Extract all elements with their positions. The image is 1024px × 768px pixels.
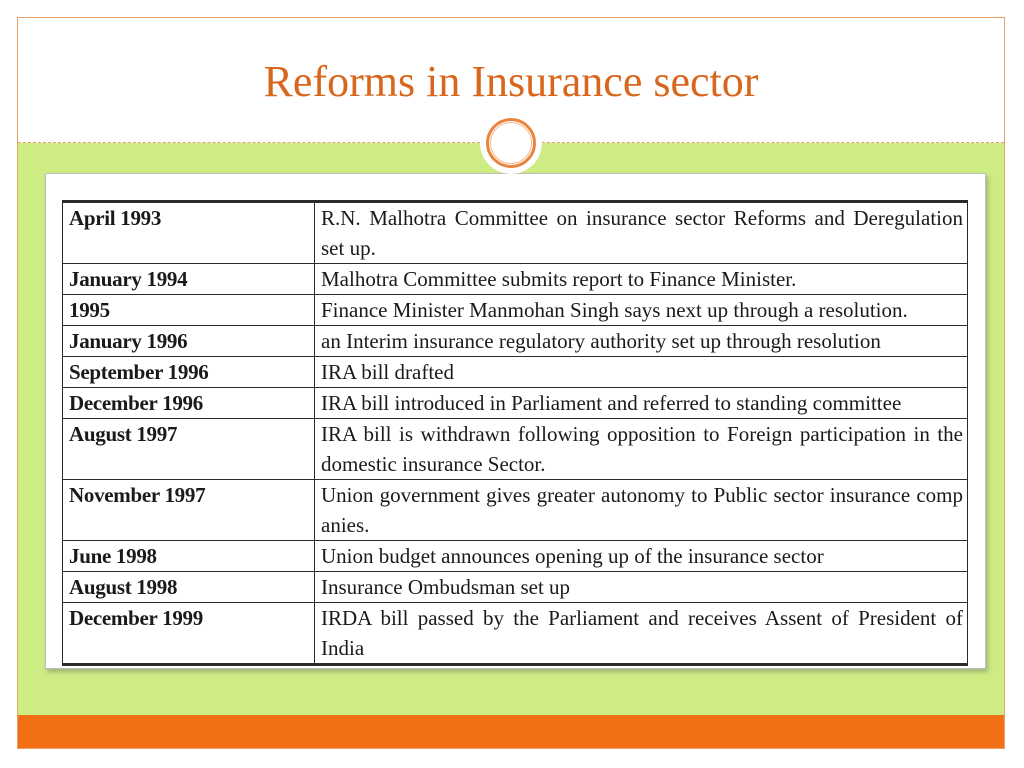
row-event: R.N. Malhotra Committee on insurance sector Reforms and Deregulation set up.: [315, 202, 968, 264]
row-date: September 1996: [63, 357, 315, 388]
slide-title: Reforms in Insurance sector: [263, 57, 759, 106]
table-row: [63, 357, 968, 388]
circle-ornament-icon: [480, 112, 542, 174]
row-event: Union budget announces opening up of the insurance sector: [315, 541, 968, 572]
row-event: Insurance Ombudsman set up: [315, 572, 968, 603]
row-event: Finance Minister Manmohan Singh says next up through a resolution.: [315, 295, 968, 326]
table-row: [63, 388, 968, 419]
table-row: [63, 264, 968, 295]
row-date: June 1998: [63, 541, 315, 572]
row-date: 1995: [63, 295, 315, 326]
row-date: August 1997: [63, 419, 315, 480]
ornament-inner-ring: [490, 122, 532, 164]
row-event: IRA bill introduced in Parliament and referred to standing committee: [315, 388, 968, 419]
row-date: January 1996: [63, 326, 315, 357]
row-date: December 1999: [63, 603, 315, 665]
reforms-timeline-table: [62, 200, 968, 666]
row-date: August 1998: [63, 572, 315, 603]
table-row: [63, 603, 968, 665]
row-event: IRDA bill passed by the Parliament and receives Assent of President of India: [315, 603, 968, 665]
table-row: [63, 572, 968, 603]
row-date: November 1997: [63, 480, 315, 541]
table-row: [63, 295, 968, 326]
table-row: [63, 480, 968, 541]
row-date: January 1994: [63, 264, 315, 295]
row-event: Union government gives greater autonomy to Public sector insurance comp anies.: [315, 480, 968, 541]
row-event: Malhotra Committee submits report to Finance Minister.: [315, 264, 968, 295]
row-event: IRA bill drafted: [315, 357, 968, 388]
row-event: IRA bill is withdrawn following opposition to Foreign participation in the domestic insurance Sector.: [315, 419, 968, 480]
table-row: [63, 326, 968, 357]
reforms-table-card: [45, 173, 986, 669]
table-row: [63, 419, 968, 480]
table-row: [63, 202, 968, 264]
row-date: April 1993: [63, 202, 315, 264]
table-row: [63, 541, 968, 572]
row-event: an Interim insurance regulatory authority set up through resolution: [315, 326, 968, 357]
row-date: December 1996: [63, 388, 315, 419]
